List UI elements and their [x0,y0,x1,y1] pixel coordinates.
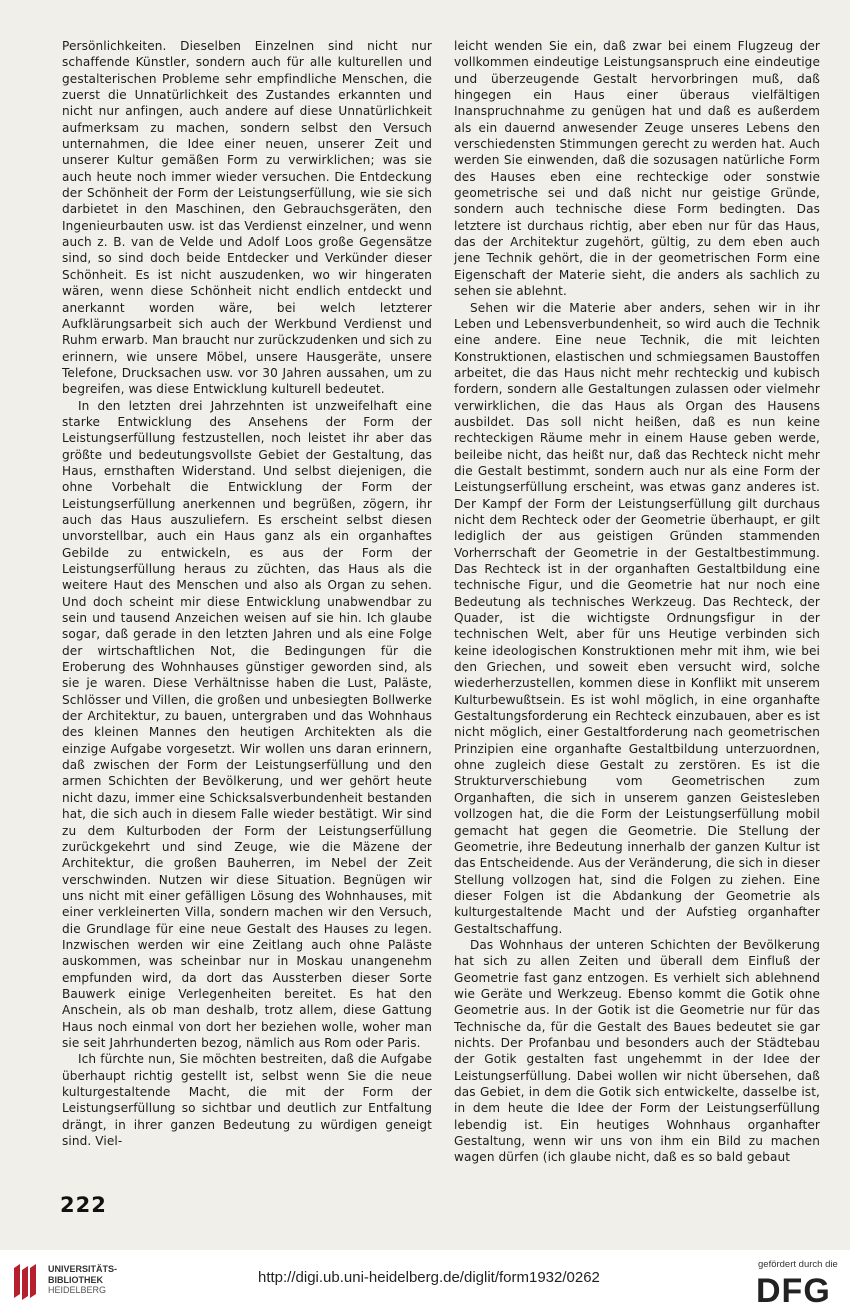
funding-note: gefördert durch die [758,1259,838,1270]
paragraph: Sehen wir die Materie aber anders, sehen wir in ihr Leben und Lebensverbundenheit, so wird auch die Technik eine andere. Eine neue Technik, die mit leichten Konstruktionen, elastischen und schmiegsamen Baustoffen arbeitet, die das Haus nicht mehr rechteckig und kubisch fordern, sondern alle Gestaltungen zulassen oder vielmehr verwirklichen, die das Haus als Organ des Hausens ausbildet. Das soll nicht heißen, daß es nun keine rechteckigen Räume mehr in einem Hause geben werde, beileibe nicht, das heißt nur, daß das Rechteck nicht mehr die Gestalt bestimmt, sondern auch nur als eine Form der Leistungserfüllung erscheint, was etwas ganz anderes ist. Der Kampf der Form der Leistungserfüllung gilt durchaus nicht dem Rechteck oder der Geometrie überhaupt, er gilt lediglich der aus geistigen Gründen stammenden Vorherrschaft der Geometrie in der Gestaltbestimmung. Das Rechteck ist in der organhaften Gestaltbildung eine technische Figur, und die Geometrie hat nur noch eine Bedeutung als technisches Werkzeug. Das Rechteck, der Quader, ist die wichtigste Ordnungsfigur in der technischen Welt, aber für uns Heutige verbinden sich keine ideologischen Konstruktionen mehr mit ihm, wie bei den Griechen, und soweit eben versucht wird, solche wiederherzustellen, kommen diese in Konflikt mit unserem Kulturbewußtsein. Es ist wohl möglich, in eine organhafte Gestaltungsforderung ein Rechteck einzubauen, aber es ist nicht möglich, einer Gestaltforderung nach geometrischen Prinzipien eine organhafte Gestaltbildung unterzuordnen, ohne zugleich diese Gestalt zu zerstören. Es ist die Strukturverschiebung vom Geometrischen zum Organhaften, die sich in unserem ganzen Geistesleben vollzogen hat, die die Form der Leistungserfüllung mobil gemacht hat gegen die Geometrie. Die Stellung der Geometrie, ihre Bedeutung innerhalb der ganzen Kultur ist das Entscheidende. Aus der Veränderung, die sich in dieser Stellung vollzogen hat, sind die Folgen zu ziehen. Eine dieser Folgen ist die Abdankung der Geometrie als kulturgestaltende Macht und der Aufstieg organhafter Gestaltschaffung. [454,300,820,936]
paragraph: Ich fürchte nun, Sie möchten bestreiten, daß die Aufgabe überhaupt richtig gestellt ist, selbst wenn Sie die neue kulturgestaltende Macht, die mit der Form der Leistungserfüllung so sichtbar und deutlich zur Entfaltung drängt, in ihrer ganzen Bedeutung zu würdigen geneigt sind. Viel- [62,1052,432,1149]
dfg-logo: DFG [756,1272,831,1310]
library-line-3: HEIDELBERG [48,1285,107,1295]
paragraph: Persönlichkeiten. Dieselben Einzelnen sind nicht nur schaffende Künstler, sondern auch für alle kulturellen und gestalterischen Probleme sehr empfindliche Menschen, die zuerst die Unnatürlichkeit des Zustandes erkannten und nicht nur anfingen, auch andere auf diese Unnatürlichkeit aufmerksam zu machen, sondern selbst den Versuch unternahmen, die Idee einer neuen, unserer Zeit und unserer Kultur gemäßen Form zu verwirklichen; was sie auch heute noch immer wieder versuchen. Die Entdeckung der Schönheit der Form der Leistungserfüllung, wie sie sich darbietet in den Maschinen, den Gebrauchsgeräten, den Ingenieurbauten usw. ist das Verdienst einzelner, und wenn auch z. B. van de Velde und Adolf Loos große Gegensätze sind, so sind doch beide Entdecker und Verkünder dieser Schönheit. Es ist nicht auszudenken, wo wir hingeraten wären, wenn diese Schönheit nicht endlich entdeckt und anerkannt worden wäre, bei welch letzterer Aufklärungsarbeit sich auch der Werkbund Verdienst und Ruhm erwarb. Man braucht nur zurückzudenken und sich zu erinnern, wie unsere Möbel, unsere Hausgeräte, unsere Telefone, Drucksachen usw. vor 30 Jahren aussahen, um zu begreifen, was diese Entwicklung kulturell bedeutet. [62,39,432,397]
source-url-link[interactable]: http://digi.ub.uni-heidelberg.de/diglit/form1932/0262 [258,1269,600,1286]
paragraph: In den letzten drei Jahrzehnten ist unzweifelhaft eine starke Entwicklung des Ansehens der Form der Leistungserfüllung festzustellen, noch leistet ihr aber das größte und bedeutungsvollste Gebiet der Gestaltung, das Haus, ernsthaften Widerstand. Und selbst diejenigen, die ohne Vorbehalt die Entwicklung der Form der Leistungserfüllung anerkennen und begrüßen, zögern, ihr auch das Haus auszuliefern. Es erscheint selbst diesen unvorstellbar, auch ein Haus ganz als ein organhaftes Gebilde zu entwickeln, es aus der Form der Leistungserfüllung heraus zu züchten, das Haus als die weitere Haut des Menschen und also als Organ zu sehen. Und doch scheint mir diese Entwicklung unabwendbar zu sein und tausend Anzeichen weisen auf sie hin. Ich glaube sogar, daß gerade in den letzten Jahren und als eine Folge der wirtschaftlichen Not, die Bedingungen für die Eroberung des Wohnhauses günstiger geworden sind, als sie je waren. Diese Verhältnisse haben die Lust, Paläste, Schlösser und Villen, die großen und unbesiegten Bollwerke der Architektur, zu bauen, untergraben und das Wohnhaus des kleinen Mannes den heutigen Architekten als die einzige Aufgabe vorgesetzt. Wir wollen uns daran erinnern, daß zwischen der Form der Leistungserfüllung und den armen Schichten der Bevölkerung, und wer gehört heute nicht dazu, immer eine Schicksalsverbundenheit bestanden hat, die sich auch in diesem Falle wieder bestätigt. Wir sind zu dem Kulturboden der Form der Leistungserfüllung zurückgekehrt und sind Zeuge, wie die Mäzene der Architektur, die großen Bauherren, im Nebel der Zeit verschwinden. Nutzen wir diese Situation. Begnügen wir uns nicht mit einer gefälligen Lösung des Wohnhauses, mit einer verkleinerten Villa, sondern machen wir den Versuch, die Grundlage für eine neue Gestalt des Hauses zu legen. Inzwischen werden wir eine Zeitlang auch ohne Paläste auskommen, was scheinbar nur in Moskau unangenehm empfunden wird, da dort das Aussterben dieser Sorte Bauwerk einige Verlegenheiten bereitet. Es hat den Anschein, als ob man deshalb, trotz allem, diese Gattung Haus noch einmal von dort her beziehen wolle, woher man sie seit Jahrhunderten bezog, nämlich aus Rom oder Paris. [62,398,432,1050]
library-line-2: BIBLIOTHEK [48,1274,103,1285]
left-text-column [62,38,432,1149]
university-library-logo-icon [10,1262,40,1302]
library-line-1: UNIVERSITÄTS- [48,1264,118,1274]
right-text-column [454,38,820,1166]
library-name [48,1264,117,1296]
page-number: 222 [60,1193,107,1217]
paragraph: leicht wenden Sie ein, daß zwar bei einem Flugzeug der vollkommen eindeutige Leistungsanspruch eine eindeutige und überzeugende Gestalt hervorbringen muß, daß hingegen ein Haus einer überaus vielfältigen Inanspruchnahme zu genügen hat und daß es außerdem als ein dauernd anwesender Zeuge unseres Lebens den verschiedensten Stimmungen gerecht zu werden hat. Auch werden Sie einwenden, daß die sozusagen natürliche Form des Hauses eben eine rechteckige oder sonstwie geometrische sei und daß nicht nur geistige Gründe, sondern auch technische diese Form bedingten. Das letztere ist durchaus richtig, aber eben nur für das Haus, das der Architektur zugehört, gültig, zu dem eben auch jene Technik gehört, die in der geometrischen Form eine Eigenschaft der Materie sieht, die anders als sachlich zu sehen sie ablehnt. [454,39,820,299]
paragraph: Das Wohnhaus der unteren Schichten der Bevölkerung hat sich zu allen Zeiten und überall dem Einfluß der Geometrie fast ganz entzogen. Es verhielt sich ablehnend wie Geräte und Werkzeug. Ebenso kommt die Gotik ohne Geometrie aus. In der Gotik ist die Geometrie nur für das Technische da, für die Gestalt des Baues bedeutet sie gar nichts. Der Profanbau und besonders auch der Städtebau der Gotik gestalten fast ungehemmt in der Idee der Leistungserfüllung. Dabei wollen wir nicht übersehen, daß das Gebiet, in dem die Gotik sich entwickelte, dasselbe ist, in dem heute die Idee der Form der Leistungserfüllung lebendig ist. Ein heutiges Wohnhaus organhafter Gestaltung, wenn wir uns von ihm ein Bild zu machen wagen dürfen (ich glaube nicht, daß es so bald gebaut [454,937,820,1165]
